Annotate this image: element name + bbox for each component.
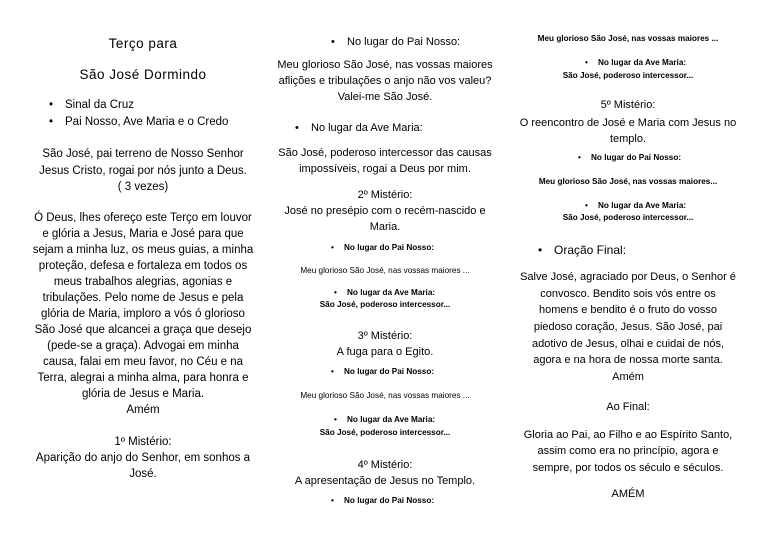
bullet-no-lugar-ave-maria: • No lugar da Ave Maria: bbox=[311, 121, 423, 137]
final-prayer-line: homens e bendito é o fruto do vosso bbox=[539, 304, 717, 316]
prayer-line: proteção, defesa e fortaleza em todos os bbox=[38, 260, 248, 272]
invocation-line-2: Jesus Cristo, rogai por nós junto a Deus. bbox=[39, 165, 247, 177]
top-bullet-ave-maria: • No lugar da Ave Maria: bbox=[598, 57, 686, 69]
ave-maria-line: São José, poderoso intercessor das causas bbox=[278, 147, 492, 159]
mystery-2-title: 2º Mistério: bbox=[357, 189, 413, 201]
top-ave-maria-text: São José, poderoso intercessor... bbox=[562, 71, 694, 80]
pai-nosso-line: aflições e tribulações o anjo não vos valeu? bbox=[278, 75, 492, 87]
ao-final-title: Ao Final: bbox=[606, 401, 650, 413]
mystery-4-text: A apresentação de Jesus no Templo. bbox=[294, 475, 476, 487]
prayer-line: São José que alcancei a graça que desejo bbox=[34, 324, 252, 336]
prayer-line: Terra, alegrai a minha alma, para honra e bbox=[37, 372, 249, 384]
mystery-5-title: 5º Mistério: bbox=[600, 99, 656, 111]
mystery-5-text: O reencontro de José e Maria com Jesus no bbox=[519, 117, 737, 129]
final-prayer-line: piedoso coração, Jesus. São José, pai bbox=[533, 321, 723, 333]
amem-caps: AMÉM bbox=[611, 488, 645, 500]
m5-bullet-ave-maria: • No lugar da Ave Maria: bbox=[598, 200, 686, 212]
pai-nosso-line: Meu glorioso São José, nas vossas maiores bbox=[277, 59, 493, 71]
m5-bullet-pai-nosso: • No lugar do Pai Nosso: bbox=[591, 152, 681, 164]
final-prayer-line: agora e na hora de nossa morte santa. bbox=[533, 354, 723, 366]
m3-bullet-ave-maria: • No lugar da Ave Maria: bbox=[347, 414, 435, 426]
bullet-oracao-final: • Oração Final: bbox=[554, 243, 626, 259]
bullet-no-lugar-pai-nosso: • No lugar do Pai Nosso: bbox=[347, 35, 460, 51]
mystery-1-title: 1º Mistério: bbox=[114, 436, 172, 448]
mystery-1-text: José. bbox=[129, 468, 157, 480]
mystery-3-title: 3º Mistério: bbox=[357, 330, 413, 342]
m2-bullet-pai-nosso: • No lugar do Pai Nosso: bbox=[344, 242, 434, 254]
prayer-line: meus trabalhos alegrias, agonias e bbox=[53, 276, 233, 288]
final-prayer-line: convosco. Bendito sois vós entre os bbox=[540, 288, 716, 300]
prayer-line: e glória a Jesus, Maria e José para que bbox=[42, 228, 244, 240]
mystery-4-title: 4º Mistério: bbox=[357, 459, 413, 471]
prayer-line: tribulações. Pelo nome de Jesus e pela bbox=[42, 292, 244, 304]
mystery-5-text: templo. bbox=[609, 133, 647, 145]
m2-bullet-ave-maria: • No lugar da Ave Maria: bbox=[347, 287, 435, 299]
m3-pai-nosso-text: Meu glorioso São José, nas vossas maiores ... bbox=[300, 391, 470, 400]
final-prayer-line: Salve José, agraciado por Deus, o Senhor é bbox=[520, 271, 736, 283]
prayer-line: glória de Jesus e Maria. bbox=[81, 388, 205, 400]
m3-ave-maria-text: São José, poderoso intercessor... bbox=[319, 428, 451, 437]
prayer-amen: Amém bbox=[126, 404, 160, 416]
m5-ave-maria-text: São José, poderoso intercessor... bbox=[562, 213, 694, 222]
prayer-line: Ó Deus, lhes ofereço este Terço em louvor bbox=[34, 212, 252, 224]
prayer-line: (pede-se a graça). Advogai em minha bbox=[47, 340, 239, 352]
bullet-sinal-da-cruz: • Sinal da Cruz bbox=[65, 97, 134, 113]
gloria-line: Gloria ao Pai, ao Filho e ao Espírito Santo, bbox=[523, 429, 733, 441]
final-prayer-amen: Amém bbox=[612, 371, 644, 383]
invocation-line-3: ( 3 vezes) bbox=[117, 181, 169, 193]
title-line-2: São José Dormindo bbox=[79, 67, 207, 82]
pai-nosso-line: Valei-me São José. bbox=[337, 91, 433, 103]
invocation-line-1: São José, pai terreno de Nosso Senhor bbox=[42, 148, 244, 160]
m2-pai-nosso-text: Meu glorioso São José, nas vossas maiores ... bbox=[300, 266, 470, 275]
title-line-1: Terço para bbox=[108, 36, 178, 51]
mystery-2-text: Maria. bbox=[369, 221, 401, 233]
mystery-2-text: José no presépio com o recém-nascido e bbox=[284, 205, 486, 217]
prayer-line: glória de Maria, imploro a vós ó glorioso bbox=[41, 308, 245, 320]
final-prayer-line: adotivo de Jesus, olhai e cuidai de nós, bbox=[531, 338, 725, 350]
mystery-3-text: A fuga para o Egito. bbox=[336, 346, 434, 358]
ave-maria-line: impossíveis, rogai a Deus por mim. bbox=[299, 163, 471, 175]
mystery-1-text: Aparição do anjo do Senhor, em sonhos a bbox=[35, 452, 251, 464]
m3-bullet-pai-nosso: • No lugar do Pai Nosso: bbox=[344, 366, 434, 378]
m5-pai-nosso-text: Meu glorioso São José, nas vossas maiores... bbox=[538, 177, 718, 186]
gloria-line: assim como era no princípio, agora e bbox=[537, 445, 719, 457]
bullet-pai-nosso-credo: • Pai Nosso, Ave Maria e o Credo bbox=[65, 114, 228, 130]
prayer-line: causa, falai em meu favor, no Céu e na bbox=[42, 356, 244, 368]
prayer-line: sejam a minha luz, os meus guias, a minha bbox=[32, 244, 254, 256]
m2-ave-maria-text: São José, poderoso intercessor... bbox=[319, 300, 451, 309]
gloria-line: sempre, por todos os século e séculos. bbox=[532, 462, 724, 474]
m4-bullet-pai-nosso: • No lugar do Pai Nosso: bbox=[344, 495, 434, 507]
top-pai-nosso-text: Meu glorioso São José, nas vossas maiores ... bbox=[537, 34, 719, 43]
